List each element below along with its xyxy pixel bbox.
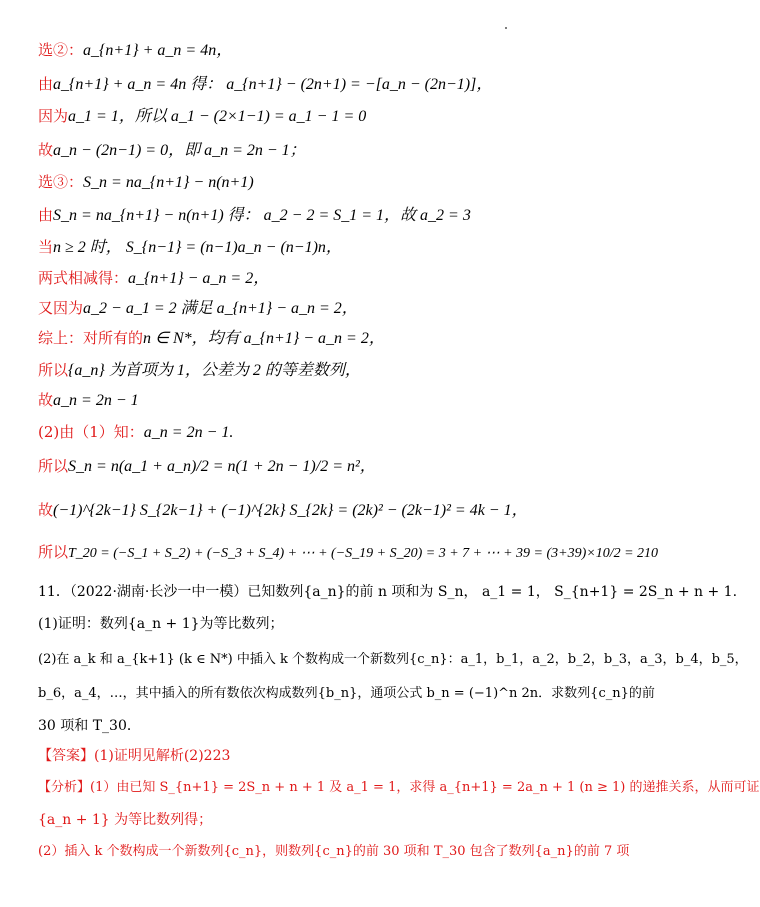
solution-line-2	[38, 74, 492, 95]
line-label: 综上：对所有的	[38, 329, 144, 347]
solution-line-5	[38, 172, 254, 193]
solution-line-16	[38, 542, 658, 564]
solution-line-11	[38, 360, 361, 381]
problem-line-5: 30 项和 T_30．	[38, 718, 141, 734]
line-label: 故	[38, 501, 54, 519]
answer-line: 【答案】(1)证明见解析(2)223	[38, 748, 231, 764]
solution-line-13	[38, 422, 233, 443]
line-math: a_2 − a_1 = 2 满足 a_{n+1} − a_n = 2，	[83, 300, 358, 317]
line-math: a_{n+1} + a_n = 4n 得： a_{n+1} − (2n+1) = −[a_n − (2n−1)]，	[53, 76, 493, 93]
line-math: S_n = na_{n+1} − n(n+1) 得： a_2 − 2 = S_1 = 1，故 a_2 = 3	[53, 207, 471, 224]
line-math: S_n = na_{n+1} − n(n+1)	[83, 174, 254, 191]
solution-line-9	[38, 298, 358, 319]
solution-line-1	[38, 40, 232, 61]
line-math: a_n = 2n − 1.	[143, 424, 234, 441]
analysis-line-3: (2）插入 k 个数构成一个新数列{c_n}，则数列{c_n}的前 30 项和 T_30 包含了数列{a_n}的前 7 项	[38, 844, 630, 859]
line-math: a_{n+1} + a_n = 4n，	[83, 42, 233, 59]
line-label: 所以	[38, 543, 69, 561]
line-math: S_n = n(a_1 + a_n)/2 = n(1 + 2n − 1)/2 = n²，	[68, 458, 376, 475]
line-math: (−1)^{2k−1} S_{2k−1} + (−1)^{2k} S_{2k} = (2k)² − (2k−1)² = 4k − 1，	[53, 502, 528, 519]
line-label: 当	[38, 238, 54, 256]
line-label: 故	[38, 141, 54, 159]
problem-line-1: 11．（2022·湖南·长沙一中一模）已知数列{a_n}的前 n 项和为 S_n， a_1 = 1， S_{n+1} = 2S_n + n + 1.	[38, 584, 738, 600]
line-label: 由	[38, 75, 54, 93]
analysis-line-1: 【分析】(1）由已知 S_{n+1} = 2S_n + n + 1 及 a_1 = 1，求得 a_{n+1} = 2a_n + 1 (n ≥ 1) 的递推关系，从而可证	[38, 780, 760, 795]
line-label: 选②：	[38, 41, 84, 59]
line-math: T_20 = (−S_1 + S_2) + (−S_3 + S_4) + ⋯ + (−S_19 + S_20) = 3 + 7 + ⋯ + 39 = (3+39)×10/2 = 210	[68, 546, 659, 561]
solution-line-15	[38, 500, 528, 521]
stray-dot	[505, 27, 507, 29]
line-label: 所以	[38, 361, 69, 379]
line-label: 因为	[38, 107, 69, 125]
solution-line-7	[38, 237, 342, 258]
line-label: (2)由（1）知：	[38, 423, 144, 441]
line-math: a_n − (2n−1) = 0，即 a_n = 2n − 1；	[53, 142, 306, 159]
line-label: 故	[38, 391, 54, 409]
line-label: 两式相减得：	[38, 269, 129, 287]
problem-line-2: (1)证明：数列{a_n + 1}为等比数列；	[38, 616, 284, 632]
solution-line-6	[38, 205, 471, 226]
solution-line-10	[38, 328, 385, 349]
line-math: n ≥ 2 时， S_{n−1} = (n−1)a_n − (n−1)n，	[53, 239, 342, 256]
line-label: 所以	[38, 457, 69, 475]
line-math: n ∈ N*，均有 a_{n+1} − a_n = 2，	[143, 330, 385, 347]
solution-line-4	[38, 140, 306, 161]
line-math: a_n = 2n − 1	[53, 392, 139, 409]
line-math: a_{n+1} − a_n = 2，	[128, 270, 270, 287]
solution-line-3	[38, 106, 366, 127]
solution-line-12	[38, 390, 139, 411]
line-math: {a_n} 为首项为 1，公差为 2 的等差数列，	[68, 362, 361, 379]
line-label: 又因为	[38, 299, 84, 317]
line-label: 选③：	[38, 173, 84, 191]
solution-line-14	[38, 456, 376, 477]
line-label: 由	[38, 206, 54, 224]
solution-line-8	[38, 268, 269, 289]
problem-line-4: b_6，a_4，…，其中插入的所有数依次构成数列{b_n}，通项公式 b_n = (−1)^n 2n．求数列{c_n}的前	[38, 686, 655, 701]
analysis-line-2: {a_n + 1} 为等比数列得；	[38, 812, 213, 828]
line-math: a_1 = 1，所以 a_1 − (2×1−1) = a_1 − 1 = 0	[68, 108, 367, 125]
problem-line-3: (2)在 a_k 和 a_{k+1} (k ∈ N*) 中插入 k 个数构成一个新数列{c_n}：a_1，b_1，a_2，b_2，b_3，a_3，b_4，b_5，	[38, 652, 748, 667]
